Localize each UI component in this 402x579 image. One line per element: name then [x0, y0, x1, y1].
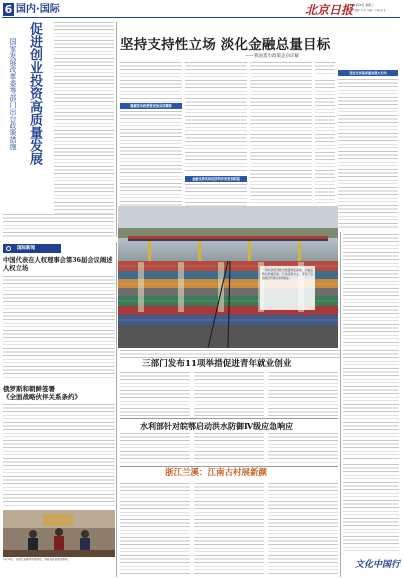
- feature-subtitle: 国家发展改革委等部门出台政策措施: [9, 38, 17, 150]
- lead-col-4b: [315, 80, 335, 206]
- left-divider: [116, 242, 117, 577]
- lead-col-4: [315, 62, 335, 74]
- russia-headline-1: 俄罗斯和朝鲜签署: [3, 385, 55, 393]
- right-body-3: [343, 464, 399, 554]
- lead-col-2: [185, 62, 247, 172]
- lead-subheadline: ——我国货币政策走向详解: [245, 54, 299, 59]
- water-body-1: [120, 433, 190, 463]
- water-body-3: [268, 433, 338, 463]
- employment-headline: 三部门发布11项举措促进青年就业创业: [142, 359, 292, 369]
- russia-headline-2: 《全面战略伙伴关系条约》: [3, 393, 81, 401]
- lead-col-3: [250, 62, 312, 206]
- section-rule-2: [120, 466, 338, 467]
- water-headline: 水利部针对皖鄂启动洪水防御Ⅳ级应急响应: [140, 421, 294, 431]
- employment-lead-col: [120, 350, 340, 358]
- page-number-badge: 6: [4, 3, 13, 16]
- right-divider: [340, 232, 341, 577]
- right-body-1: [343, 234, 399, 346]
- village-body-3: [268, 483, 338, 575]
- meeting-photo-caption: 5月19日，在浙江省湖州市德清县，游客在民宿周边游玩。: [3, 558, 71, 561]
- village-body-1: [120, 483, 190, 575]
- editor-line: 责任编辑 李 伟 马强等 美编 刘 非: [350, 9, 386, 12]
- water-body-2: [194, 433, 264, 463]
- lead-subhead-box-1: 稳健货币政策要更加灵活精准: [120, 103, 182, 109]
- footer-logo: 文化中国行: [354, 560, 400, 570]
- lead-col-1b: [120, 111, 182, 206]
- column-divider: [116, 22, 117, 237]
- feature-headline: 促进创业投资高质量发展: [27, 22, 42, 165]
- lead-subhead-box-2: 金融支持实体经济的作用更加明显: [185, 176, 247, 182]
- employment-body-1: [120, 372, 190, 416]
- meeting-photo: [3, 510, 115, 557]
- lead-col-2b: [185, 184, 247, 206]
- date-line: 2021年5月 星期三: [350, 3, 374, 7]
- russia-body: [3, 404, 115, 508]
- lead-col-1: [120, 62, 182, 102]
- village-headline: 浙江兰溪：江南古村展新颜: [165, 468, 268, 478]
- globe-icon: [6, 246, 11, 251]
- village-body-2: [194, 483, 264, 575]
- newspaper-logo: 北京日报: [305, 3, 354, 17]
- feature-body-1: [54, 22, 114, 214]
- section-title: 国内·国际: [16, 4, 60, 15]
- lead-headline: 坚持支持性立场 淡化金融总量目标: [120, 37, 331, 53]
- photo-callout: 一列中欧班列驶出铁路物流基地，运输货物以机械设备、日用品等为主，带动了沿线地区贸易往来和就业。: [260, 266, 315, 310]
- masthead-rule: [2, 17, 400, 18]
- meeting-illustration: [3, 510, 115, 557]
- lead-subhead-box-3: 坚定支持高质量发展大方向: [338, 70, 398, 76]
- section-rule-1: [120, 418, 338, 419]
- lead-col-5: [338, 79, 398, 229]
- employment-body-3: [268, 372, 338, 416]
- right-body-2: [343, 350, 399, 460]
- employment-body-2: [194, 372, 264, 416]
- un-headline: 中国代表在人权理事会第36届会议阐述人权立场: [3, 257, 113, 273]
- news-section-tag: 国际新闻: [3, 244, 61, 253]
- un-body: [3, 276, 115, 380]
- feature-body-2: [3, 214, 114, 238]
